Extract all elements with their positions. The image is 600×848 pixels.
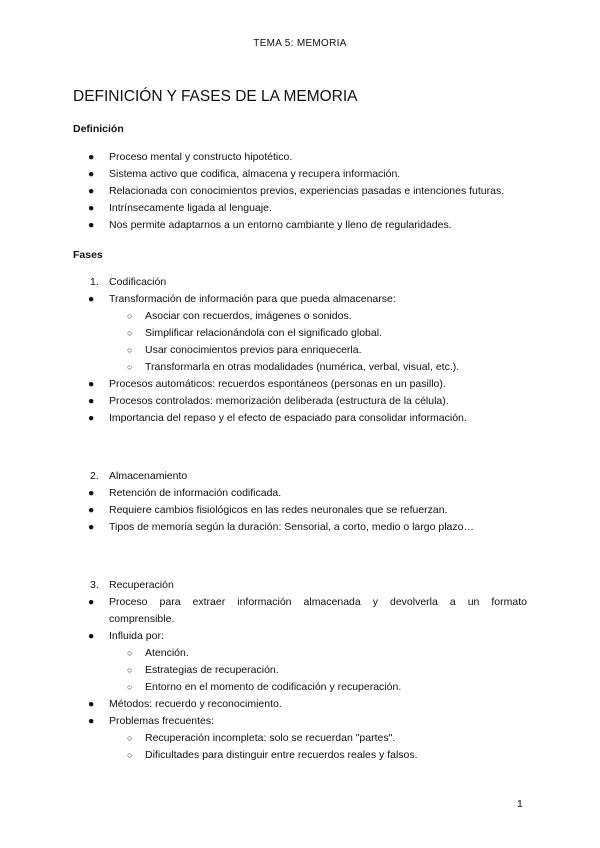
circle-bullet-icon: ○: [127, 648, 133, 658]
sub-list-item: Transformarla en otras modalidades (numérica, verbal, visual, etc.).: [145, 361, 460, 373]
bullet-icon: ●: [88, 504, 95, 516]
list-item-continuation: comprensible.: [109, 613, 175, 625]
circle-bullet-icon: ○: [127, 682, 133, 692]
section-heading-fases: Fases: [73, 249, 103, 261]
list-item: Nos permite adaptarnos a un entorno cambiante y lleno de regularidades.: [109, 219, 452, 231]
list-item: Proceso mental y constructo hipotético.: [109, 151, 293, 163]
circle-bullet-icon: ○: [127, 345, 133, 355]
list-item: Retención de información codificada.: [109, 487, 282, 499]
list-item: Métodos: recuerdo y reconocimiento.: [109, 698, 282, 710]
phase-title-recuperacion: Recuperación: [109, 579, 174, 591]
bullet-icon: ●: [88, 202, 95, 214]
bullet-icon: ●: [88, 596, 95, 608]
list-item: Proceso para extraer información almacenada y devolverla a un formato: [109, 596, 527, 608]
list-item: Problemas frecuentes:: [109, 715, 215, 727]
sub-list-item: Usar conocimientos previos para enriquecerla.: [145, 344, 362, 356]
phase-title-almacenamiento: Almacenamiento: [109, 470, 188, 482]
list-item: Relacionada con conocimientos previos, experiencias pasadas e intenciones futuras.: [109, 185, 505, 197]
bullet-icon: ●: [88, 487, 95, 499]
list-number: 1.: [90, 276, 99, 288]
sub-list-item: Recuperación incompleta: solo se recuerdan "partes".: [145, 732, 396, 744]
sub-list-item: Simplificar relacionándola con el significado global.: [145, 327, 382, 339]
circle-bullet-icon: ○: [127, 328, 133, 338]
bullet-icon: ●: [88, 395, 95, 407]
bullet-icon: ●: [88, 168, 95, 180]
bullet-icon: ●: [88, 412, 95, 424]
list-item: Importancia del repaso y el efecto de espaciado para consolidar información.: [109, 412, 467, 424]
list-item: Transformación de información para que pueda almacenarse:: [109, 293, 396, 305]
phase-title-codificacion: Codificación: [109, 276, 167, 288]
page-number: 1: [517, 798, 523, 810]
circle-bullet-icon: ○: [127, 311, 133, 321]
sub-list-item: Entorno en el momento de codificación y recuperación.: [145, 681, 402, 693]
circle-bullet-icon: ○: [127, 750, 133, 760]
circle-bullet-icon: ○: [127, 362, 133, 372]
bullet-icon: ●: [88, 698, 95, 710]
list-item: Procesos automáticos: recuerdos espontáneos (personas en un pasillo).: [109, 378, 446, 390]
page-header: TEMA 5: MEMORIA: [253, 38, 347, 49]
bullet-icon: ●: [88, 219, 95, 231]
bullet-icon: ●: [88, 378, 95, 390]
bullet-icon: ●: [88, 630, 95, 642]
bullet-icon: ●: [88, 521, 95, 533]
page-title: DEFINICIÓN Y FASES DE LA MEMORIA: [73, 88, 358, 105]
list-number: 2.: [90, 470, 99, 482]
circle-bullet-icon: ○: [127, 665, 133, 675]
bullet-icon: ●: [88, 715, 95, 727]
list-item: Influida por:: [109, 630, 164, 642]
sub-list-item: Dificultades para distinguir entre recuerdos reales y falsos.: [145, 749, 418, 761]
circle-bullet-icon: ○: [127, 733, 133, 743]
sub-list-item: Atención.: [145, 647, 189, 659]
list-item: Tipos de memoria según la duración: Sensorial, a corto, medio o largo plazo…: [109, 521, 474, 533]
list-item: Requiere cambios fisiológicos en las redes neuronales que se refuerzan.: [109, 504, 448, 516]
list-number: 3.: [90, 579, 99, 591]
sub-list-item: Asociar con recuerdos, imágenes o sonidos.: [145, 310, 352, 322]
list-item: Intrínsecamente ligada al lenguaje.: [109, 202, 272, 214]
bullet-icon: ●: [88, 293, 95, 305]
list-item: Procesos controlados: memorización deliberada (estructura de la célula).: [109, 395, 449, 407]
section-heading-definicion: Definición: [73, 123, 124, 135]
sub-list-item: Estrategias de recuperación.: [145, 664, 279, 676]
list-item: Sistema activo que codifica, almacena y recupera información.: [109, 168, 401, 180]
bullet-icon: ●: [88, 151, 95, 163]
bullet-icon: ●: [88, 185, 95, 197]
